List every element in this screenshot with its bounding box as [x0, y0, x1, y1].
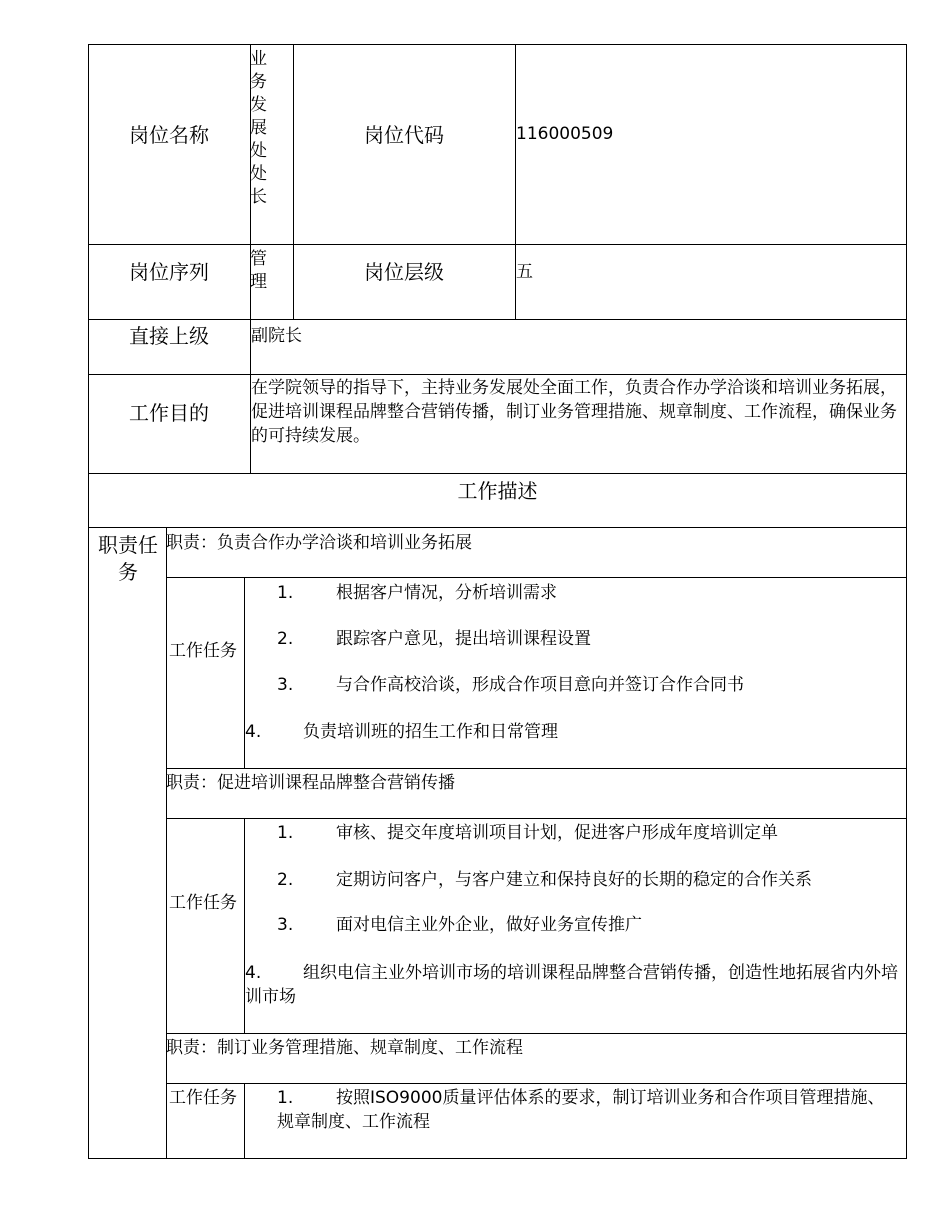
table-border-bottom — [88, 1158, 907, 1159]
table-border-left — [88, 44, 89, 1159]
task-number: 1. — [277, 823, 294, 843]
row-divider — [88, 374, 907, 375]
row-divider — [166, 577, 907, 578]
task-text: 按照ISO9000质量评估体系的要求，制订培训业务和合作项目管理措施、规章制度、工作流程 — [277, 1088, 885, 1132]
post-level-label: 岗位层级 — [364, 260, 444, 284]
task-text: 定期访问客户，与客户建立和保持良好的长期的稳定的合作关系 — [336, 870, 812, 890]
row-divider — [166, 768, 907, 769]
task-number: 1. — [277, 1088, 294, 1108]
task-number: 2. — [277, 629, 294, 649]
col-divider — [166, 527, 167, 1159]
task-number: 3. — [277, 915, 294, 935]
row-divider — [88, 244, 907, 245]
task-label: 工作任务 — [169, 641, 237, 661]
task-text: 面对电信主业外企业，做好业务宣传推广 — [336, 915, 642, 935]
task-text: 与合作高校洽谈，形成合作项目意向并签订合作合同书 — [336, 675, 744, 695]
duty-title: 职责：促进培训课程品牌整合营销传播 — [166, 773, 455, 793]
table-border-top — [88, 44, 907, 45]
row-divider — [88, 319, 907, 320]
task-number: 4. — [245, 963, 262, 983]
task-number: 2. — [277, 870, 294, 890]
duty-section-label: 职责任务 — [98, 533, 158, 584]
duty-title: 职责：负责合作办学洽谈和培训业务拓展 — [166, 533, 472, 553]
table-border-right — [906, 44, 907, 1159]
superior-value: 副院长 — [251, 326, 302, 346]
duty-title: 职责：制订业务管理措施、规章制度、工作流程 — [166, 1038, 523, 1058]
task-text: 根据客户情况，分析培训需求 — [336, 583, 557, 603]
task-number: 1. — [277, 583, 294, 603]
task-number: 3. — [277, 675, 294, 695]
superior-label: 直接上级 — [129, 324, 209, 348]
task-text: 组织电信主业外培训市场的培训课程品牌整合营销传播，创造性地拓展省内外培训市场 — [245, 963, 898, 1007]
post-name-label: 岗位名称 — [129, 123, 209, 147]
post-name-value: 业务发展处处长 — [250, 49, 267, 207]
post-code-label: 岗位代码 — [364, 123, 444, 147]
row-divider — [166, 818, 907, 819]
task-label: 工作任务 — [169, 893, 237, 913]
task-text: 审核、提交年度培训项目计划，促进客户形成年度培训定单 — [336, 823, 778, 843]
description-title: 工作描述 — [457, 479, 538, 503]
row-divider — [166, 1083, 907, 1084]
post-series-label: 岗位序列 — [129, 260, 209, 284]
row-divider — [88, 473, 907, 474]
task-label: 工作任务 — [169, 1088, 237, 1108]
col-divider — [244, 1083, 245, 1159]
post-series-value: 管理 — [250, 249, 267, 292]
post-level-value: 五 — [516, 262, 533, 282]
task-text: 跟踪客户意见，提出培训课程设置 — [336, 629, 591, 649]
purpose-label: 工作目的 — [129, 401, 209, 425]
row-divider — [88, 527, 907, 528]
task-text: 负责培训班的招生工作和日常管理 — [303, 722, 558, 742]
task-number: 4. — [245, 722, 262, 742]
post-code-value: 116000509 — [516, 124, 614, 144]
row-divider — [166, 1033, 907, 1034]
purpose-value: 在学院领导的指导下，主持业务发展处全面工作，负责合作办学洽谈和培训业务拓展，促进培训课程品牌整合营销传播，制订业务管理措施、规章制度、工作流程，确保业务的可持续发展。 — [251, 378, 897, 446]
